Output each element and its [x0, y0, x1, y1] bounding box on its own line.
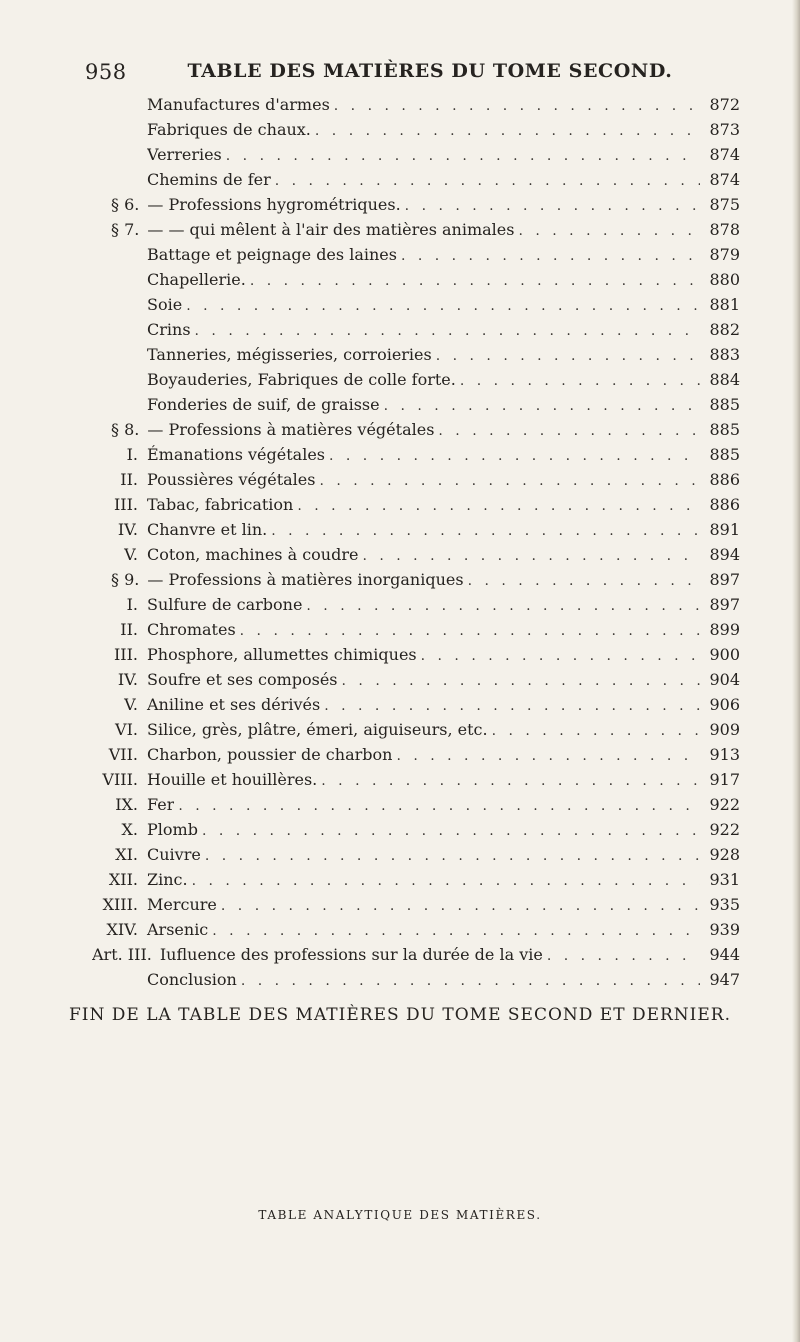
page-header	[85, 60, 775, 90]
toc-entry-label-group	[102, 592, 302, 617]
toc-entry-number: Art. III.	[92, 945, 152, 964]
toc-entry	[102, 767, 740, 792]
toc-entry-title: Iufluence des professions sur la durée de la vie	[159, 945, 543, 964]
dot-leader	[240, 619, 700, 644]
toc-entry	[147, 392, 740, 417]
toc-entry	[147, 142, 740, 167]
toc-entry	[106, 917, 740, 942]
dot-leader	[202, 819, 700, 844]
toc-entry-label-group	[147, 967, 237, 992]
toc-entry-label-group	[111, 567, 464, 592]
toc-entry-number: I.	[126, 445, 138, 464]
toc-entry-number: VI.	[115, 720, 138, 739]
toc-entry-page: 906	[709, 695, 740, 714]
toc-entry-title: Battage et peignage des laines	[147, 245, 397, 264]
toc-entry-number: X.	[121, 820, 138, 839]
dot-leader	[384, 394, 700, 419]
toc-entry-number: I.	[126, 595, 138, 614]
toc-entry-label-group	[147, 92, 330, 117]
toc-entry-label-group	[102, 542, 358, 567]
page-number: 958	[85, 60, 127, 84]
toc-entry-label-group	[147, 292, 182, 317]
dot-leader	[226, 144, 700, 169]
toc-entry-label-group	[102, 467, 315, 492]
dot-leader	[324, 694, 700, 719]
dot-leader	[362, 544, 700, 569]
table-of-contents	[92, 92, 740, 992]
toc-entry-page: 931	[709, 870, 740, 889]
toc-entry-number: II.	[120, 470, 138, 489]
toc-entry-label-group	[102, 867, 188, 892]
dot-leader	[518, 219, 700, 244]
page-footer: TABLE ANALYTIQUE DES MATIÈRES.	[258, 1208, 542, 1222]
toc-entry-title: Tabac, fabrication	[147, 495, 294, 514]
toc-entry-title: Boyauderies, Fabriques de colle forte.	[147, 370, 456, 389]
dot-leader	[195, 319, 700, 344]
toc-entry-label-group	[102, 917, 208, 942]
toc-entry-label-group	[102, 767, 317, 792]
toc-entry-label-group	[111, 217, 514, 242]
toc-entry	[147, 292, 740, 317]
dot-leader	[221, 894, 700, 919]
toc-entry-page: 885	[709, 395, 740, 414]
toc-entry-page: 909	[709, 720, 740, 739]
dot-leader	[342, 669, 700, 694]
toc-entry	[147, 342, 740, 367]
toc-entry	[147, 967, 740, 992]
toc-entry-label-group	[111, 192, 401, 217]
toc-entry	[124, 692, 740, 717]
toc-entry-label-group	[147, 367, 456, 392]
dot-leader	[275, 169, 700, 194]
dot-leader	[438, 419, 700, 444]
toc-entry-label-group	[102, 642, 417, 667]
toc-entry	[147, 117, 740, 142]
toc-entry-page: 883	[709, 345, 740, 364]
toc-entry-label-group	[102, 792, 174, 817]
toc-entry-title: Tanneries, mégisseries, corroieries	[147, 345, 432, 364]
dot-leader	[492, 719, 700, 744]
toc-entry	[147, 367, 740, 392]
toc-entry-page: 935	[709, 895, 740, 914]
toc-entry-number: V.	[124, 545, 138, 564]
toc-entry-page: 886	[709, 470, 740, 489]
toc-entry-label-group	[102, 892, 217, 917]
toc-entry-page: 881	[709, 295, 740, 314]
dot-leader	[250, 269, 700, 294]
toc-entry	[121, 817, 740, 842]
toc-entry	[111, 192, 740, 217]
toc-entry-label-group	[102, 667, 338, 692]
dot-leader	[306, 594, 700, 619]
toc-entry-page: 885	[709, 445, 740, 464]
toc-entry-title: Chemins de fer	[147, 170, 271, 189]
toc-entry-title: Soie	[147, 295, 183, 314]
toc-entry-title: Phosphore, allumettes chimiques	[147, 645, 417, 664]
toc-entry-title: Verreries	[147, 145, 222, 164]
toc-entry	[111, 567, 740, 592]
toc-entry-title: — Professions hygrométriques.	[147, 195, 401, 214]
toc-entry-label-group	[102, 617, 236, 642]
dot-leader	[421, 644, 700, 669]
toc-entry-title: Charbon, poussier de charbon	[147, 745, 393, 764]
toc-entry-title: Mercure	[147, 895, 217, 914]
toc-entry-page: 900	[709, 645, 740, 664]
dot-leader	[329, 444, 700, 469]
dot-leader	[241, 969, 700, 994]
toc-entry-label-group	[147, 167, 271, 192]
toc-entry	[102, 892, 740, 917]
toc-entry-page: 897	[709, 595, 740, 614]
dot-leader	[405, 194, 700, 219]
toc-entry	[147, 92, 740, 117]
toc-entry-page: 878	[709, 220, 740, 239]
toc-entry-label-group	[102, 517, 267, 542]
toc-entry-number: § 6.	[111, 195, 140, 214]
toc-entry-label-group	[147, 317, 191, 342]
toc-entry-title: — Professions à matières végétales	[147, 420, 435, 439]
dot-leader	[396, 744, 700, 769]
toc-entry-page: 947	[709, 970, 740, 989]
toc-entry-title: Poussières végétales	[147, 470, 316, 489]
toc-entry-number: XIV.	[106, 920, 138, 939]
toc-entry	[126, 442, 740, 467]
toc-entry	[120, 467, 740, 492]
page-edge	[792, 0, 800, 1342]
toc-entry-page: 875	[709, 195, 740, 214]
toc-entry-title: Chromates	[147, 620, 236, 639]
toc-entry-title: Houille et houillères.	[147, 770, 318, 789]
toc-entry-number: § 8.	[111, 420, 140, 439]
toc-entry-title: Fabriques de chaux.	[147, 120, 311, 139]
toc-entry-label-group	[147, 392, 380, 417]
toc-entry-page: 872	[709, 95, 740, 114]
toc-entry-label-group	[102, 692, 320, 717]
toc-entry-number: IV.	[117, 520, 138, 539]
toc-entry-number: XI.	[115, 845, 138, 864]
toc-entry-label-group	[147, 267, 246, 292]
toc-entry-title: Soufre et ses composés	[147, 670, 338, 689]
dot-leader	[436, 344, 700, 369]
dot-leader	[271, 519, 700, 544]
toc-entry-number: II.	[120, 620, 138, 639]
toc-entry-page: 884	[709, 370, 740, 389]
dot-leader	[547, 944, 700, 969]
toc-entry	[147, 267, 740, 292]
toc-entry-label-group	[102, 442, 325, 467]
toc-entry-page: 944	[709, 945, 740, 964]
dot-leader	[297, 494, 700, 519]
toc-entry-label-group	[102, 492, 293, 517]
toc-entry	[113, 492, 740, 517]
dot-leader	[178, 794, 700, 819]
toc-entry	[147, 242, 740, 267]
toc-entry-number: VII.	[108, 745, 138, 764]
toc-entry-page: 879	[709, 245, 740, 264]
toc-entry-title: Zinc.	[147, 870, 188, 889]
toc-entry	[120, 617, 740, 642]
toc-entry-page: 928	[709, 845, 740, 864]
toc-entry-page: 886	[709, 495, 740, 514]
toc-entry-page: 880	[709, 270, 740, 289]
toc-entry	[115, 842, 740, 867]
toc-entry	[111, 417, 740, 442]
toc-entry-page: 891	[709, 520, 740, 539]
toc-entry-title: Sulfure de carbone	[147, 595, 303, 614]
toc-entry	[108, 867, 740, 892]
toc-entry-page: 897	[709, 570, 740, 589]
toc-entry-number: V.	[124, 695, 138, 714]
toc-entry	[126, 592, 740, 617]
toc-entry-number: § 9.	[111, 570, 140, 589]
dot-leader	[321, 769, 700, 794]
toc-entry	[115, 792, 740, 817]
toc-entry	[111, 217, 740, 242]
toc-entry-title: Cuivre	[147, 845, 201, 864]
toc-entry-page: 885	[709, 420, 740, 439]
toc-entry	[113, 642, 740, 667]
toc-entry-title: Conclusion	[147, 970, 237, 989]
toc-entry-label-group	[102, 817, 198, 842]
toc-entry-title: Fonderies de suif, de graisse	[147, 395, 380, 414]
dot-leader	[460, 369, 700, 394]
toc-entry-number: IV.	[117, 670, 138, 689]
dot-leader	[401, 244, 700, 269]
dot-leader	[205, 844, 700, 869]
toc-entry	[147, 167, 740, 192]
toc-entry-title: Plomb	[147, 820, 198, 839]
toc-entry-label-group	[147, 117, 311, 142]
dot-leader	[334, 94, 700, 119]
toc-entry-title: — Professions à matières inorganiques	[147, 570, 464, 589]
toc-entry-title: Manufactures d'armes	[147, 95, 330, 114]
toc-entry	[147, 317, 740, 342]
dot-leader	[468, 569, 700, 594]
toc-entry-label-group	[147, 142, 222, 167]
toc-entry-page: 904	[709, 670, 740, 689]
toc-entry-title: Crins	[147, 320, 191, 339]
toc-entry-page: 913	[709, 745, 740, 764]
dot-leader	[319, 469, 700, 494]
toc-entry-title: Chanvre et lin.	[147, 520, 268, 539]
toc-entry-page: 873	[709, 120, 740, 139]
toc-entry-title: Aniline et ses dérivés	[147, 695, 321, 714]
toc-entry-page: 882	[709, 320, 740, 339]
toc-entry	[117, 517, 740, 542]
toc-entry-number: IX.	[115, 795, 138, 814]
toc-entry-number: VIII.	[102, 770, 138, 789]
toc-entry-page: 874	[709, 170, 740, 189]
toc-entry	[124, 542, 740, 567]
dot-leader	[192, 869, 700, 894]
toc-entry-label-group	[102, 842, 201, 867]
toc-entry	[92, 942, 740, 967]
toc-entry-title: Coton, machines à coudre	[147, 545, 359, 564]
toc-entry	[108, 742, 740, 767]
toc-entry-title: Chapellerie.	[147, 270, 246, 289]
toc-entry-page: 874	[709, 145, 740, 164]
toc-entry-number: XIII.	[102, 895, 138, 914]
closing-line: FIN DE LA TABLE DES MATIÈRES DU TOME SECOND ET DERNIER.	[68, 1005, 731, 1025]
toc-entry-label-group	[92, 942, 543, 967]
running-title: TABLE DES MATIÈRES DU TOME SECOND.	[187, 60, 673, 82]
dot-leader	[315, 119, 700, 144]
toc-entry-label-group	[111, 417, 434, 442]
toc-entry-page: 894	[709, 545, 740, 564]
toc-entry-label-group	[147, 342, 432, 367]
toc-entry-title: — — qui mêlent à l'air des matières animales	[147, 220, 515, 239]
toc-entry-page: 917	[709, 770, 740, 789]
toc-entry-title: Fer	[147, 795, 175, 814]
toc-entry-title: Arsenic	[147, 920, 209, 939]
toc-entry-label-group	[102, 717, 488, 742]
toc-entry-page: 899	[709, 620, 740, 639]
toc-entry-page: 922	[709, 795, 740, 814]
dot-leader	[212, 919, 700, 944]
toc-entry-title: Silice, grès, plâtre, émeri, aiguiseurs, etc.	[147, 720, 488, 739]
toc-entry-number: III.	[113, 495, 138, 514]
toc-entry-label-group	[147, 242, 397, 267]
toc-entry-number: § 7.	[111, 220, 140, 239]
toc-entry-page: 922	[709, 820, 740, 839]
toc-entry-title: Émanations végétales	[147, 445, 325, 464]
toc-entry-number: III.	[113, 645, 138, 664]
dot-leader	[186, 294, 700, 319]
toc-entry	[117, 667, 740, 692]
toc-entry-number: XII.	[108, 870, 138, 889]
toc-entry-page: 939	[709, 920, 740, 939]
toc-entry	[115, 717, 740, 742]
toc-entry-label-group	[102, 742, 392, 767]
